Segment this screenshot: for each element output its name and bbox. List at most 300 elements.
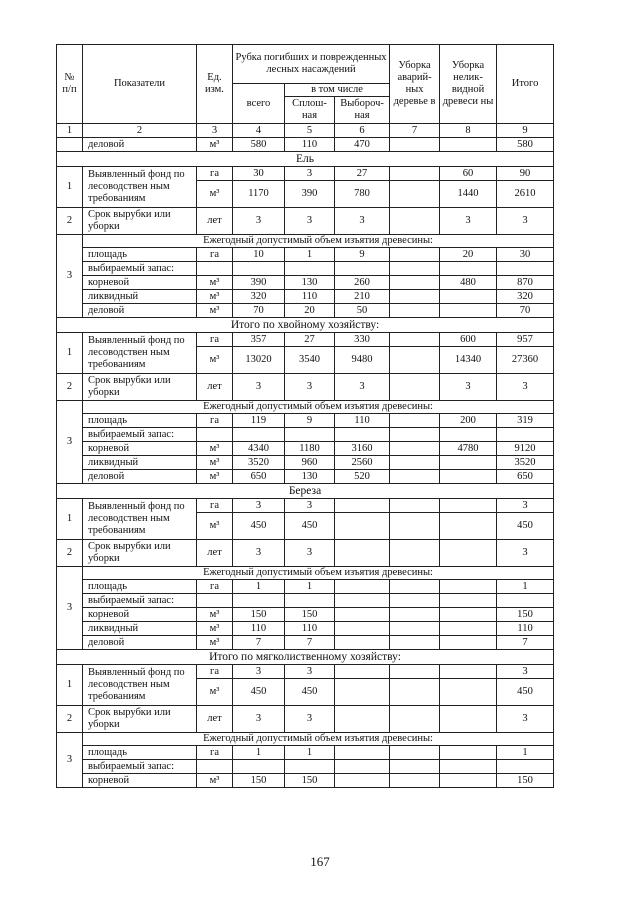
value-cell: 200 xyxy=(440,414,497,428)
row-label: корневой xyxy=(83,774,197,788)
value-cell xyxy=(390,540,440,567)
table-row xyxy=(57,208,554,235)
value-cell: 27 xyxy=(285,333,335,347)
value-cell xyxy=(335,594,390,608)
value-cell: 20 xyxy=(440,248,497,262)
table-row xyxy=(57,374,554,401)
unit-cell: м³ xyxy=(197,513,233,540)
value-cell: 520 xyxy=(335,470,390,484)
value-cell xyxy=(335,608,390,622)
value-cell xyxy=(440,290,497,304)
row-number: 1 xyxy=(57,167,83,208)
value-cell: 580 xyxy=(497,138,554,152)
row-number: 3 xyxy=(57,733,83,788)
row-label: деловой xyxy=(83,470,197,484)
header-solid: Сплош-ная xyxy=(285,97,335,124)
value-cell xyxy=(390,513,440,540)
value-cell: 3 xyxy=(497,540,554,567)
value-cell: 320 xyxy=(233,290,285,304)
value-cell: 30 xyxy=(497,248,554,262)
unit-cell: м³ xyxy=(197,347,233,374)
row-label: ликвидный xyxy=(83,290,197,304)
value-cell: 60 xyxy=(440,167,497,181)
row-label: Выявленный фонд по лесоводствен ным требованиям xyxy=(83,167,197,208)
row-label: Срок вырубки или уборки xyxy=(83,208,197,235)
table-row xyxy=(57,428,554,442)
value-cell: 3 xyxy=(285,665,335,679)
value-cell xyxy=(285,760,335,774)
col-num: 9 xyxy=(497,124,554,138)
row-label: площадь xyxy=(83,414,197,428)
value-cell: 480 xyxy=(440,276,497,290)
sub-heading: Ежегодный допустимый объем изъятия древесины: xyxy=(83,235,554,248)
header-felling: Рубка погибших и поврежденных лесных насаждений xyxy=(233,45,390,84)
value-cell: 600 xyxy=(440,333,497,347)
value-cell xyxy=(335,636,390,650)
unit-cell: га xyxy=(197,167,233,181)
value-cell: 27360 xyxy=(497,347,554,374)
unit-cell: га xyxy=(197,746,233,760)
value-cell: 1 xyxy=(233,580,285,594)
unit-cell: м³ xyxy=(197,456,233,470)
value-cell xyxy=(390,456,440,470)
value-cell: 357 xyxy=(233,333,285,347)
row-label: Выявленный фонд по лесоводствен ным требованиям xyxy=(83,333,197,374)
value-cell: 150 xyxy=(233,774,285,788)
value-cell: 110 xyxy=(285,290,335,304)
value-cell xyxy=(440,622,497,636)
value-cell: 3 xyxy=(285,208,335,235)
table-row xyxy=(57,774,554,788)
header-selective: Выбороч-ная xyxy=(335,97,390,124)
header-total-all: всего xyxy=(233,84,285,124)
unit-cell: га xyxy=(197,248,233,262)
value-cell: 3 xyxy=(497,499,554,513)
value-cell: 150 xyxy=(233,608,285,622)
row-number: 3 xyxy=(57,567,83,650)
table-row xyxy=(57,499,554,513)
value-cell: 3 xyxy=(335,208,390,235)
value-cell: 330 xyxy=(335,333,390,347)
value-cell: 3 xyxy=(233,499,285,513)
table-row xyxy=(57,733,554,746)
value-cell: 3 xyxy=(497,665,554,679)
table-row xyxy=(57,333,554,347)
value-cell xyxy=(497,262,554,276)
table-row xyxy=(57,608,554,622)
value-cell xyxy=(390,499,440,513)
table-row xyxy=(57,760,554,774)
unit-cell: м³ xyxy=(197,679,233,706)
value-cell: 450 xyxy=(497,679,554,706)
row-number: 2 xyxy=(57,208,83,235)
table-row xyxy=(57,276,554,290)
value-cell xyxy=(390,580,440,594)
unit-cell: м³ xyxy=(197,774,233,788)
value-cell xyxy=(233,760,285,774)
value-cell: 3 xyxy=(233,208,285,235)
value-cell xyxy=(335,262,390,276)
unit-cell xyxy=(197,760,233,774)
value-cell: 1440 xyxy=(440,181,497,208)
value-cell: 1180 xyxy=(285,442,335,456)
value-cell: 3 xyxy=(285,706,335,733)
value-cell: 4780 xyxy=(440,442,497,456)
value-cell xyxy=(390,374,440,401)
value-cell: 3 xyxy=(285,499,335,513)
value-cell: 110 xyxy=(335,414,390,428)
unit-cell xyxy=(197,594,233,608)
value-cell xyxy=(390,746,440,760)
value-cell: 3 xyxy=(285,540,335,567)
table-row xyxy=(57,290,554,304)
value-cell xyxy=(335,665,390,679)
header-num: № п/п xyxy=(57,45,83,124)
row-number: 1 xyxy=(57,499,83,540)
value-cell: 3520 xyxy=(233,456,285,470)
col-num: 2 xyxy=(83,124,197,138)
value-cell xyxy=(440,706,497,733)
value-cell xyxy=(233,428,285,442)
document-page xyxy=(56,44,553,788)
table-row xyxy=(57,456,554,470)
value-cell: 1 xyxy=(285,248,335,262)
unit-cell: га xyxy=(197,580,233,594)
value-cell: 1 xyxy=(497,580,554,594)
value-cell: 150 xyxy=(497,608,554,622)
value-cell: 150 xyxy=(285,608,335,622)
value-cell: 110 xyxy=(497,622,554,636)
unit-cell: га xyxy=(197,414,233,428)
col-num: 5 xyxy=(285,124,335,138)
value-cell: 1 xyxy=(497,746,554,760)
value-cell: 150 xyxy=(497,774,554,788)
section-title-row xyxy=(57,318,554,333)
value-cell xyxy=(390,760,440,774)
unit-cell: лет xyxy=(197,374,233,401)
row-label: Срок вырубки или уборки xyxy=(83,540,197,567)
unit-cell: м³ xyxy=(197,276,233,290)
unit-cell: м³ xyxy=(197,470,233,484)
value-cell: 30 xyxy=(233,167,285,181)
row-label: деловой xyxy=(83,304,197,318)
table-row xyxy=(57,248,554,262)
value-cell: 450 xyxy=(285,513,335,540)
table-row xyxy=(57,594,554,608)
unit-cell: м³ xyxy=(197,608,233,622)
forest-felling-table xyxy=(56,44,554,788)
value-cell: 150 xyxy=(285,774,335,788)
value-cell xyxy=(390,442,440,456)
row-label: корневой xyxy=(83,608,197,622)
table-row xyxy=(57,580,554,594)
value-cell xyxy=(390,304,440,318)
unit-cell xyxy=(197,262,233,276)
value-cell xyxy=(440,580,497,594)
value-cell: 1 xyxy=(233,746,285,760)
value-cell: 10 xyxy=(233,248,285,262)
section-title: Береза xyxy=(57,484,554,499)
value-cell: 957 xyxy=(497,333,554,347)
unit-cell: м³ xyxy=(197,290,233,304)
value-cell: 450 xyxy=(233,679,285,706)
value-cell: 3 xyxy=(233,665,285,679)
header-total: Итого xyxy=(497,45,554,124)
value-cell: 3 xyxy=(497,374,554,401)
unit-cell: лет xyxy=(197,540,233,567)
unit-cell: лет xyxy=(197,706,233,733)
table-row xyxy=(57,567,554,580)
value-cell xyxy=(390,181,440,208)
value-cell xyxy=(390,167,440,181)
table-row xyxy=(57,167,554,181)
value-cell xyxy=(390,470,440,484)
section-title: Итого по хвойному хозяйству: xyxy=(57,318,554,333)
value-cell xyxy=(335,746,390,760)
value-cell: 870 xyxy=(497,276,554,290)
row-label: деловой xyxy=(83,138,197,152)
unit-cell: лет xyxy=(197,208,233,235)
value-cell: 960 xyxy=(285,456,335,470)
sub-heading: Ежегодный допустимый объем изъятия древесины: xyxy=(83,567,554,580)
value-cell xyxy=(335,706,390,733)
header-including: в том числе xyxy=(285,84,390,97)
value-cell: 90 xyxy=(497,167,554,181)
value-cell xyxy=(390,594,440,608)
value-cell: 260 xyxy=(335,276,390,290)
table-row xyxy=(57,414,554,428)
unit-cell: м³ xyxy=(197,622,233,636)
row-label: площадь xyxy=(83,746,197,760)
value-cell xyxy=(440,262,497,276)
section-title: Итого по мягколиственному хозяйству: xyxy=(57,650,554,665)
value-cell xyxy=(440,456,497,470)
col-num: 8 xyxy=(440,124,497,138)
value-cell xyxy=(440,304,497,318)
value-cell: 3 xyxy=(285,374,335,401)
value-cell xyxy=(440,608,497,622)
value-cell: 27 xyxy=(335,167,390,181)
value-cell: 20 xyxy=(285,304,335,318)
value-cell xyxy=(497,428,554,442)
row-label: деловой xyxy=(83,636,197,650)
row-label: ликвидный xyxy=(83,622,197,636)
value-cell: 14340 xyxy=(440,347,497,374)
value-cell: 3 xyxy=(497,208,554,235)
value-cell: 2610 xyxy=(497,181,554,208)
value-cell: 110 xyxy=(285,622,335,636)
value-cell: 7 xyxy=(285,636,335,650)
value-cell: 9 xyxy=(285,414,335,428)
value-cell xyxy=(440,679,497,706)
value-cell xyxy=(497,594,554,608)
row-number: 3 xyxy=(57,401,83,484)
value-cell: 450 xyxy=(233,513,285,540)
value-cell xyxy=(390,290,440,304)
section-title-row xyxy=(57,152,554,167)
value-cell xyxy=(390,428,440,442)
value-cell: 780 xyxy=(335,181,390,208)
value-cell: 650 xyxy=(233,470,285,484)
value-cell xyxy=(335,774,390,788)
table-row xyxy=(57,401,554,414)
value-cell: 13020 xyxy=(233,347,285,374)
value-cell: 119 xyxy=(233,414,285,428)
value-cell: 70 xyxy=(497,304,554,318)
value-cell xyxy=(390,679,440,706)
value-cell: 130 xyxy=(285,470,335,484)
value-cell: 3 xyxy=(233,540,285,567)
value-cell xyxy=(335,760,390,774)
row-label: площадь xyxy=(83,580,197,594)
value-cell xyxy=(233,594,285,608)
value-cell: 7 xyxy=(497,636,554,650)
row-label: Срок вырубки или уборки xyxy=(83,706,197,733)
value-cell: 3520 xyxy=(497,456,554,470)
unit-cell: м³ xyxy=(197,138,233,152)
sub-heading: Ежегодный допустимый объем изъятия древесины: xyxy=(83,401,554,414)
value-cell: 470 xyxy=(335,138,390,152)
value-cell xyxy=(390,208,440,235)
value-cell xyxy=(335,499,390,513)
value-cell xyxy=(335,679,390,706)
table-row xyxy=(57,304,554,318)
value-cell: 9120 xyxy=(497,442,554,456)
section-title-row xyxy=(57,484,554,499)
row-label: выбираемый запас: xyxy=(83,594,197,608)
value-cell xyxy=(497,760,554,774)
value-cell xyxy=(390,414,440,428)
value-cell: 450 xyxy=(285,679,335,706)
unit-cell xyxy=(197,428,233,442)
row-label: площадь xyxy=(83,248,197,262)
value-cell: 390 xyxy=(285,181,335,208)
unit-cell: м³ xyxy=(197,181,233,208)
header-unit: Ед. изм. xyxy=(197,45,233,124)
value-cell xyxy=(440,470,497,484)
row-number: 1 xyxy=(57,665,83,706)
value-cell xyxy=(390,248,440,262)
row-label: выбираемый запас: xyxy=(83,760,197,774)
table-row xyxy=(57,622,554,636)
value-cell xyxy=(440,513,497,540)
table-row xyxy=(57,706,554,733)
value-cell xyxy=(335,428,390,442)
unit-cell: м³ xyxy=(197,636,233,650)
value-cell xyxy=(390,347,440,374)
value-cell xyxy=(440,540,497,567)
row-number: 3 xyxy=(57,235,83,318)
row-number: 2 xyxy=(57,706,83,733)
value-cell xyxy=(390,262,440,276)
column-number-row xyxy=(57,124,554,138)
value-cell xyxy=(335,513,390,540)
value-cell xyxy=(390,608,440,622)
col-num: 6 xyxy=(335,124,390,138)
value-cell xyxy=(440,746,497,760)
value-cell xyxy=(440,774,497,788)
page-number: 167 xyxy=(310,854,330,869)
value-cell xyxy=(335,540,390,567)
value-cell xyxy=(440,636,497,650)
row-label: корневой xyxy=(83,276,197,290)
value-cell: 580 xyxy=(233,138,285,152)
row-label: Выявленный фонд по лесоводствен ным требованиям xyxy=(83,499,197,540)
value-cell xyxy=(390,636,440,650)
header-emergency: Уборка аварий-ных деревье в xyxy=(390,45,440,124)
value-cell: 50 xyxy=(335,304,390,318)
unit-cell: м³ xyxy=(197,304,233,318)
value-cell: 110 xyxy=(233,622,285,636)
value-cell: 1 xyxy=(285,580,335,594)
section-title: Ель xyxy=(57,152,554,167)
value-cell xyxy=(440,760,497,774)
row-label: выбираемый запас: xyxy=(83,428,197,442)
value-cell xyxy=(390,333,440,347)
value-cell: 70 xyxy=(233,304,285,318)
value-cell: 450 xyxy=(497,513,554,540)
value-cell xyxy=(440,428,497,442)
value-cell: 210 xyxy=(335,290,390,304)
row-label: выбираемый запас: xyxy=(83,262,197,276)
table-row xyxy=(57,442,554,456)
value-cell: 3 xyxy=(440,208,497,235)
value-cell: 1170 xyxy=(233,181,285,208)
col-num: 7 xyxy=(390,124,440,138)
value-cell xyxy=(390,276,440,290)
value-cell: 3 xyxy=(335,374,390,401)
section-title-row xyxy=(57,650,554,665)
header-nonliquid: Уборка нелик-видной древеси ны xyxy=(440,45,497,124)
value-cell xyxy=(285,428,335,442)
value-cell xyxy=(285,262,335,276)
value-cell: 110 xyxy=(285,138,335,152)
value-cell: 130 xyxy=(285,276,335,290)
col-num: 3 xyxy=(197,124,233,138)
value-cell xyxy=(440,594,497,608)
row-label: Выявленный фонд по лесоводствен ным требованиям xyxy=(83,665,197,706)
value-cell: 3 xyxy=(233,706,285,733)
value-cell xyxy=(440,665,497,679)
value-cell: 320 xyxy=(497,290,554,304)
value-cell: 3 xyxy=(233,374,285,401)
value-cell: 9480 xyxy=(335,347,390,374)
header-indicators: Показатели xyxy=(83,45,197,124)
unit-cell: га xyxy=(197,499,233,513)
value-cell: 9 xyxy=(335,248,390,262)
table-row xyxy=(57,262,554,276)
value-cell xyxy=(335,580,390,594)
unit-cell: м³ xyxy=(197,442,233,456)
value-cell xyxy=(390,665,440,679)
value-cell: 319 xyxy=(497,414,554,428)
table-row xyxy=(57,470,554,484)
row-label: корневой xyxy=(83,442,197,456)
value-cell: 4340 xyxy=(233,442,285,456)
value-cell xyxy=(440,499,497,513)
value-cell: 3 xyxy=(497,706,554,733)
value-cell: 2560 xyxy=(335,456,390,470)
row-number: 1 xyxy=(57,333,83,374)
col-num: 1 xyxy=(57,124,83,138)
value-cell: 650 xyxy=(497,470,554,484)
table-row xyxy=(57,665,554,679)
value-cell: 1 xyxy=(285,746,335,760)
row-label: Срок вырубки или уборки xyxy=(83,374,197,401)
unit-cell: га xyxy=(197,665,233,679)
unit-cell: га xyxy=(197,333,233,347)
table-row xyxy=(57,746,554,760)
